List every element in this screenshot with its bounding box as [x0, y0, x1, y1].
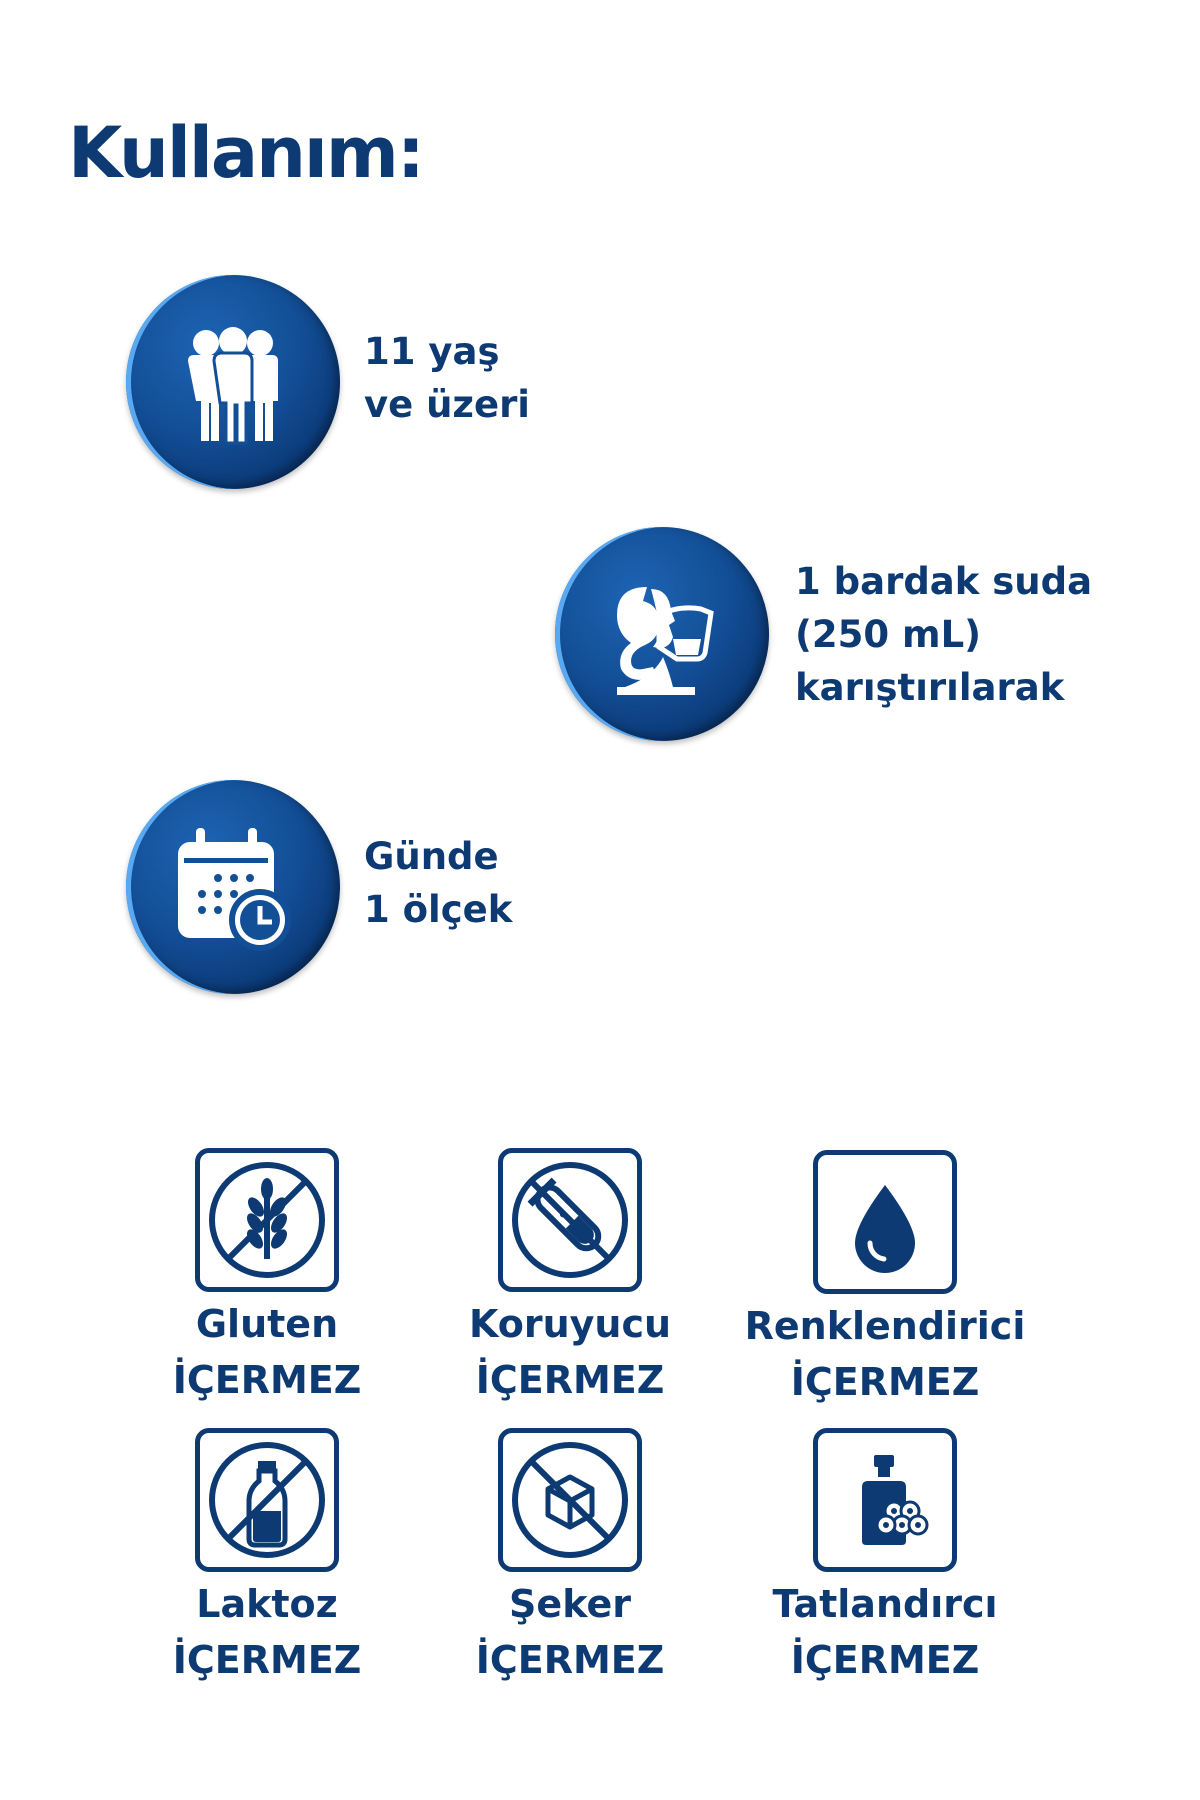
- usage-line: ve üzeri: [364, 383, 530, 426]
- people-group-icon: [126, 275, 340, 489]
- badge-status: İÇERMEZ: [475, 1638, 665, 1682]
- badge-status: İÇERMEZ: [475, 1358, 665, 1402]
- badge-label: Laktoz: [196, 1582, 338, 1626]
- badge-status: İÇERMEZ: [172, 1638, 362, 1682]
- usage-line: 1 bardak suda: [795, 560, 1093, 603]
- usage-icon-circle: [126, 275, 340, 489]
- no-preservative-test-tube-icon: [503, 1153, 637, 1287]
- badge-sweetener: [720, 1428, 1050, 1688]
- badge-label: Renklendirici: [744, 1304, 1026, 1348]
- badge-label: Koruyucu: [468, 1302, 672, 1346]
- badge-sugar: [405, 1428, 735, 1688]
- no-sugar-cube-icon: [503, 1433, 637, 1567]
- usage-item-preparation: [555, 527, 1155, 747]
- no-sweetener-bottle-icon: [818, 1433, 952, 1567]
- usage-icon-circle: [555, 527, 769, 741]
- usage-icon-circle: [126, 780, 340, 994]
- badge-icon-box: [195, 1148, 339, 1292]
- badge-icon-box: [813, 1150, 957, 1294]
- badge-gluten: [102, 1148, 432, 1408]
- badge-status: İÇERMEZ: [172, 1358, 362, 1402]
- badge-icon-box: [498, 1428, 642, 1572]
- badge-label: Şeker: [509, 1582, 631, 1626]
- badge-status: İÇERMEZ: [790, 1638, 980, 1682]
- no-colorant-drop-icon: [818, 1155, 952, 1289]
- usage-item-age: [126, 275, 686, 495]
- badge-label: Tatlandırcı: [772, 1582, 998, 1626]
- person-drinking-glass-icon: [555, 527, 769, 741]
- badge-status: İÇERMEZ: [790, 1360, 980, 1404]
- badge-icon-box: [498, 1148, 642, 1292]
- badge-label: Gluten: [195, 1302, 339, 1346]
- usage-line: Günde: [364, 835, 499, 878]
- page-title: Kullanım:: [68, 112, 423, 194]
- usage-line: 1 ölçek: [364, 888, 513, 931]
- calendar-clock-icon: [126, 780, 340, 994]
- badge-preservative: [405, 1148, 735, 1408]
- badge-lactose: [102, 1428, 432, 1688]
- usage-line: (250 mL): [795, 613, 982, 656]
- usage-item-dosage: [126, 780, 686, 1000]
- badge-icon-box: [813, 1428, 957, 1572]
- no-gluten-wheat-icon: [200, 1153, 334, 1287]
- no-lactose-milk-bottle-icon: [200, 1433, 334, 1567]
- usage-line: karıştırılarak: [795, 666, 1065, 709]
- badge-colorant: [720, 1150, 1050, 1410]
- usage-line: 11 yaş: [364, 330, 500, 373]
- badge-icon-box: [195, 1428, 339, 1572]
